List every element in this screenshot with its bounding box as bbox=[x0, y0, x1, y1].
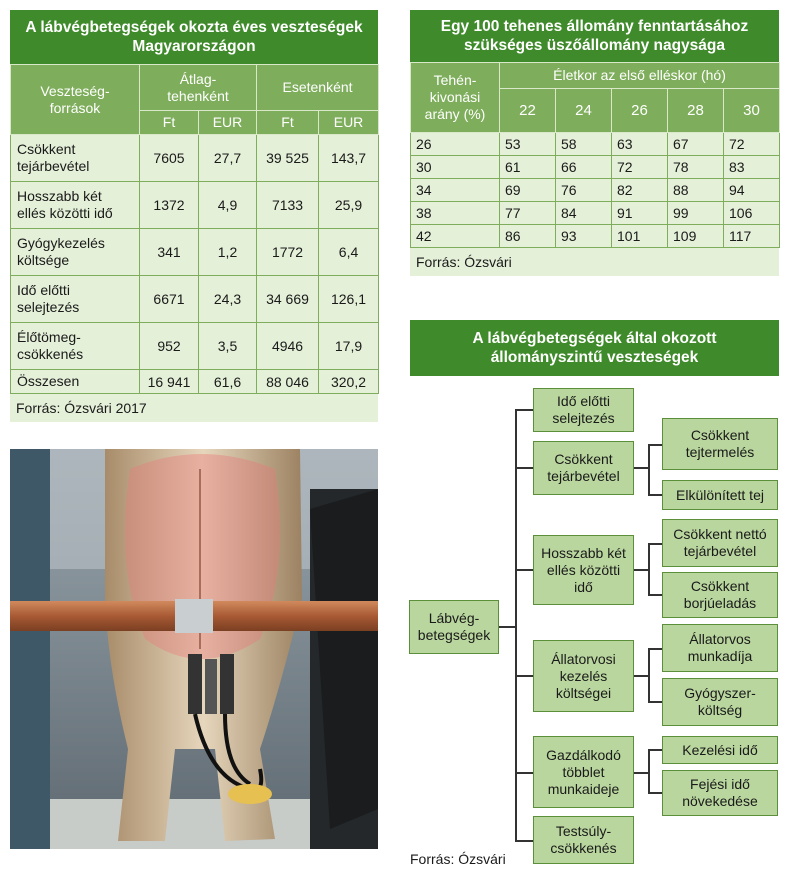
header-age: 26 bbox=[612, 89, 668, 133]
header-case-eur: EUR bbox=[319, 111, 379, 135]
connector-line bbox=[648, 594, 662, 596]
row-label: Csökkent tejárbevétel bbox=[11, 135, 140, 182]
cell-value: 67 bbox=[668, 133, 724, 156]
row-label: Gyógykezelés költsége bbox=[11, 229, 140, 276]
table-row bbox=[411, 202, 780, 225]
header-age: 24 bbox=[556, 89, 612, 133]
cell-value: 27,7 bbox=[199, 135, 257, 182]
cell-value: 94 bbox=[724, 179, 780, 202]
cell-value: 6,4 bbox=[319, 229, 379, 276]
table-row bbox=[11, 323, 379, 370]
cell-value: 66 bbox=[556, 156, 612, 179]
cell-value: 6671 bbox=[140, 276, 199, 323]
row-label: Hosszabb két ellés közötti idő bbox=[11, 182, 140, 229]
connector-line bbox=[515, 840, 533, 842]
header-age: 28 bbox=[668, 89, 724, 133]
level1-box: Idő előtti selejtezés bbox=[533, 388, 634, 432]
cell-value: 69 bbox=[500, 179, 556, 202]
cell-value: 53 bbox=[500, 133, 556, 156]
total-value: 88 046 bbox=[257, 370, 319, 394]
cell-value: 72 bbox=[724, 133, 780, 156]
total-row bbox=[11, 370, 379, 394]
cell-value: 88 bbox=[668, 179, 724, 202]
level2-box: Fejési idő növekedése bbox=[662, 770, 778, 816]
header-age-at-first-calving: Életkor az első elléskor (hó) bbox=[500, 63, 780, 89]
cell-value: 86 bbox=[500, 225, 556, 248]
cell-value: 63 bbox=[612, 133, 668, 156]
cell-value: 117 bbox=[724, 225, 780, 248]
connector-line bbox=[634, 675, 648, 677]
connector-line bbox=[648, 543, 650, 596]
row-rate: 38 bbox=[411, 202, 500, 225]
cow-udder-photo bbox=[10, 449, 378, 849]
milking-photo-illustration bbox=[10, 449, 378, 849]
level2-box: Csökkent tejtermelés bbox=[662, 418, 778, 470]
header-per-case: Esetenként bbox=[257, 65, 379, 111]
table-row bbox=[11, 276, 379, 323]
cell-value: 17,9 bbox=[319, 323, 379, 370]
annual-losses-table bbox=[10, 64, 379, 394]
connector-line bbox=[634, 467, 648, 469]
cell-value: 1372 bbox=[140, 182, 199, 229]
row-rate: 26 bbox=[411, 133, 500, 156]
cell-value: 76 bbox=[556, 179, 612, 202]
table-row bbox=[411, 133, 780, 156]
connector-line bbox=[648, 444, 650, 495]
header-case-ft: Ft bbox=[257, 111, 319, 135]
cell-value: 77 bbox=[500, 202, 556, 225]
cell-value: 143,7 bbox=[319, 135, 379, 182]
cell-value: 7605 bbox=[140, 135, 199, 182]
cell-value: 34 669 bbox=[257, 276, 319, 323]
row-rate: 34 bbox=[411, 179, 500, 202]
row-rate: 42 bbox=[411, 225, 500, 248]
cell-value: 72 bbox=[612, 156, 668, 179]
table-row bbox=[11, 182, 379, 229]
total-value: 320,2 bbox=[319, 370, 379, 394]
header-avg-eur: EUR bbox=[199, 111, 257, 135]
heifer-stock-table bbox=[410, 62, 780, 248]
table-row bbox=[411, 225, 780, 248]
table2-source: Forrás: Ózsvári bbox=[410, 248, 779, 276]
connector-line bbox=[515, 409, 533, 411]
cell-value: 78 bbox=[668, 156, 724, 179]
row-label: Idő előtti selejtezés bbox=[11, 276, 140, 323]
connector-line bbox=[648, 701, 662, 703]
annual-losses-table-panel bbox=[10, 10, 378, 422]
connector-line bbox=[499, 626, 515, 628]
connector-line bbox=[515, 467, 533, 469]
header-avg-per-cow: Átlag-tehenként bbox=[140, 65, 257, 111]
cell-value: 4,9 bbox=[199, 182, 257, 229]
connector-line bbox=[648, 648, 662, 650]
header-avg-ft: Ft bbox=[140, 111, 199, 135]
herd-losses-diagram-title: A lábvégbetegségek által okozott állományszintű veszteségek bbox=[410, 320, 779, 376]
connector-line bbox=[648, 792, 662, 794]
cell-value: 1,2 bbox=[199, 229, 257, 276]
header-removal-rate: Tehén-kivonási arány (%) bbox=[411, 63, 500, 133]
cell-value: 61 bbox=[500, 156, 556, 179]
connector-line bbox=[648, 648, 650, 703]
level1-box: Állatorvosi kezelés költségei bbox=[533, 640, 634, 712]
heifer-stock-title: Egy 100 tehenes állomány fenntartásához szükséges üszőállomány nagysága bbox=[410, 10, 779, 62]
connector-line bbox=[648, 749, 650, 794]
cell-value: 101 bbox=[612, 225, 668, 248]
level2-box: Csökkent borjúeladás bbox=[662, 572, 778, 618]
connector-line bbox=[515, 569, 533, 571]
connector-line bbox=[634, 569, 648, 571]
cell-value: 91 bbox=[612, 202, 668, 225]
cell-value: 83 bbox=[724, 156, 780, 179]
header-loss-sources: Veszteség-források bbox=[11, 65, 140, 135]
level2-box: Csökkent nettó tejárbevétel bbox=[662, 519, 778, 567]
connector-line bbox=[648, 444, 662, 446]
cell-value: 93 bbox=[556, 225, 612, 248]
cell-value: 109 bbox=[668, 225, 724, 248]
cell-value: 7133 bbox=[257, 182, 319, 229]
annual-losses-title: A lábvégbetegségek okozta éves veszteségek Magyarországon bbox=[10, 10, 378, 64]
connector-line bbox=[648, 494, 662, 496]
cell-value: 341 bbox=[140, 229, 199, 276]
level1-box: Csökkent tejárbevétel bbox=[533, 441, 634, 495]
total-value: 61,6 bbox=[199, 370, 257, 394]
table-row bbox=[11, 229, 379, 276]
header-age: 22 bbox=[500, 89, 556, 133]
connector-line bbox=[648, 749, 662, 751]
cell-value: 952 bbox=[140, 323, 199, 370]
level2-box: Kezelési idő bbox=[662, 736, 778, 764]
heifer-stock-table-panel bbox=[410, 10, 779, 276]
table-row bbox=[411, 156, 780, 179]
cell-value: 25,9 bbox=[319, 182, 379, 229]
table1-source: Forrás: Ózsvári 2017 bbox=[10, 394, 378, 422]
cell-value: 106 bbox=[724, 202, 780, 225]
total-label: Összesen bbox=[11, 370, 140, 394]
connector-line bbox=[634, 772, 648, 774]
level1-box: Gazdálkodó többlet munkaideje bbox=[533, 736, 634, 808]
level2-box: Elkülönített tej bbox=[662, 480, 778, 510]
level1-box: Hosszabb két ellés közötti idő bbox=[533, 535, 634, 605]
herd-losses-diagram bbox=[405, 380, 785, 856]
cell-value: 39 525 bbox=[257, 135, 319, 182]
cell-value: 58 bbox=[556, 133, 612, 156]
cell-value: 82 bbox=[612, 179, 668, 202]
diagram-source: Forrás: Ózsvári bbox=[410, 851, 506, 867]
cell-value: 24,3 bbox=[199, 276, 257, 323]
level1-box: Testsúly-csökkenés bbox=[533, 816, 634, 864]
table-row bbox=[11, 135, 379, 182]
root-box-foot-diseases: Lábvég-betegségek bbox=[409, 600, 499, 654]
row-label: Élőtömeg-csökkenés bbox=[11, 323, 140, 370]
connector-line bbox=[515, 675, 533, 677]
level2-box: Gyógyszer-költség bbox=[662, 678, 778, 726]
cell-value: 4946 bbox=[257, 323, 319, 370]
connector-line bbox=[648, 543, 662, 545]
cell-value: 84 bbox=[556, 202, 612, 225]
row-rate: 30 bbox=[411, 156, 500, 179]
table-row bbox=[411, 179, 780, 202]
cell-value: 3,5 bbox=[199, 323, 257, 370]
connector-line bbox=[515, 409, 517, 842]
header-age: 30 bbox=[724, 89, 780, 133]
cell-value: 126,1 bbox=[319, 276, 379, 323]
cell-value: 1772 bbox=[257, 229, 319, 276]
total-value: 16 941 bbox=[140, 370, 199, 394]
level2-box: Állatorvos munkadíja bbox=[662, 624, 778, 672]
connector-line bbox=[515, 772, 533, 774]
cell-value: 99 bbox=[668, 202, 724, 225]
